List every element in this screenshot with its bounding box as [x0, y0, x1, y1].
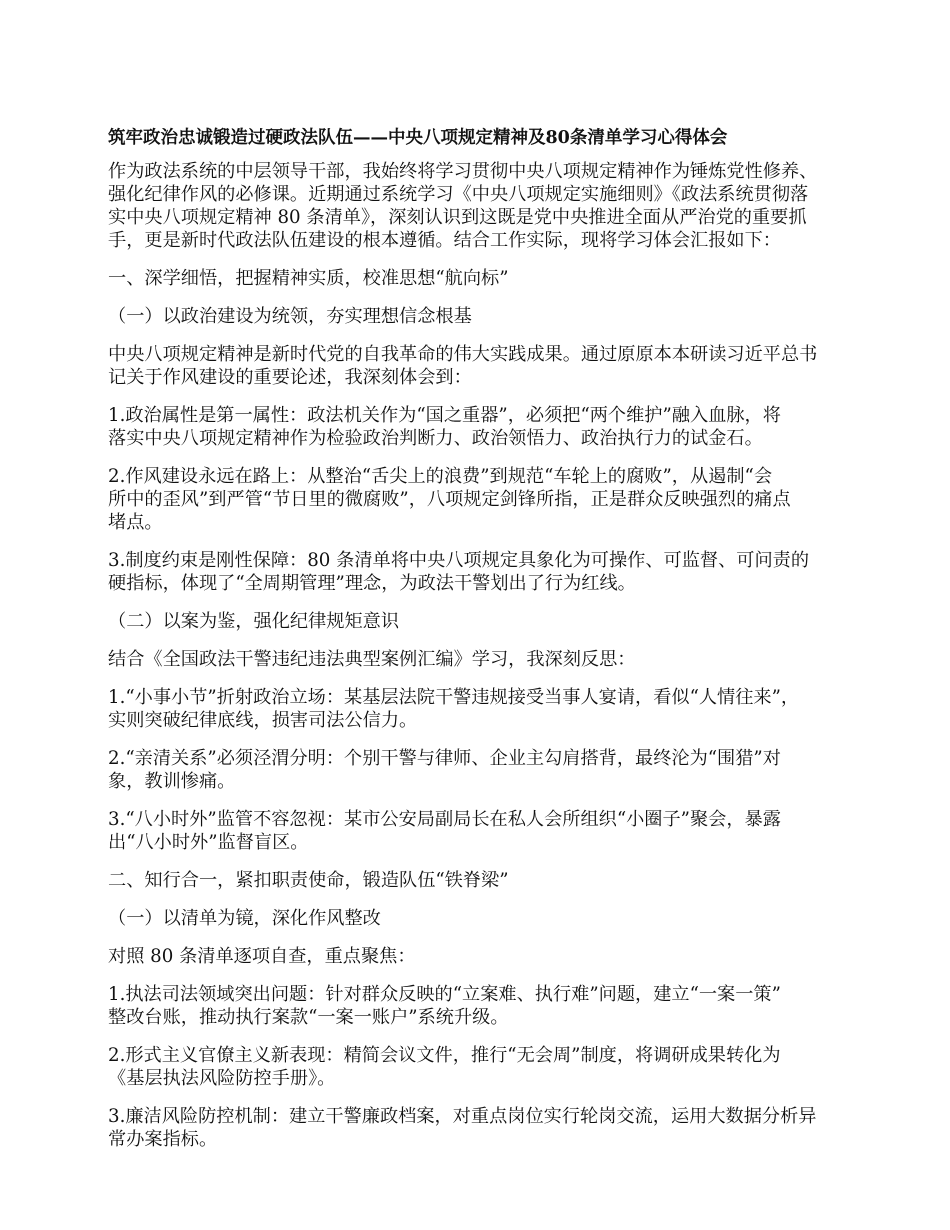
- paragraph: [108, 267, 868, 290]
- text-line: 3.廉洁风险防控机制：建立干警廉政档案，对重点岗位实行轮岗交流，运用大数据分析异: [108, 1106, 817, 1127]
- text-line: 常办案指标。: [108, 1129, 218, 1150]
- text-line: 实中央八项规定精神 80 条清单》，深刻认识到这既是党中央推进全面从严治党的重要抓: [108, 207, 807, 228]
- text-line: （一）以政治建设为统领，夯实理想信念根基: [108, 306, 472, 327]
- paragraph: [108, 404, 868, 450]
- paragraph: [108, 305, 868, 328]
- paragraph: [108, 1044, 868, 1090]
- paragraph: [108, 465, 868, 534]
- paragraph: [108, 160, 868, 252]
- paragraph: [108, 747, 868, 793]
- document-body: [108, 160, 868, 1151]
- text-line: 硬指标，体现了“全周期管理”理念，为政法干警划出了行为红线。: [108, 573, 636, 594]
- document-page: [108, 126, 868, 1166]
- text-line: 对照 80 条清单逐项自查，重点聚焦：: [108, 946, 416, 967]
- paragraph: [108, 869, 868, 892]
- text-line: 2.形式主义官僚主义新表现：精简会议文件，推行“无会周”制度，将调研成果转化为: [108, 1045, 781, 1066]
- text-line: 结合《全国政法干警违纪违法典型案例汇编》学习，我深刻反思：: [108, 649, 636, 670]
- text-line: 1.执法司法领域突出问题：针对群众反映的“立案难、执行难”问题，建立“一案一策”: [108, 984, 781, 1005]
- paragraph: [108, 343, 868, 389]
- text-line: 堵点。: [108, 512, 163, 533]
- text-line: 象，教训惨痛。: [108, 771, 236, 792]
- text-line: 整改台账，推动执行案款“一案一账户”系统升级。: [108, 1007, 509, 1028]
- text-line: 一、深学细悟，把握精神实质，校准思想“航向标”: [108, 268, 509, 289]
- text-line: 2.“亲清关系”必须泾渭分明：个别干警与律师、企业主勾肩搭背，最终沦为“围猎”对: [108, 748, 781, 769]
- paragraph: [108, 549, 868, 595]
- text-line: 记关于作风建设的重要论述，我深刻体会到：: [108, 367, 472, 388]
- text-line: （一）以清单为镜，深化作风整改: [108, 908, 381, 929]
- paragraph: [108, 610, 868, 633]
- text-line: 《基层执法风险防控手册》。: [108, 1068, 336, 1089]
- text-line: 出“八小时外”监督盲区。: [108, 832, 309, 853]
- text-line: 手，更是新时代政法队伍建设的根本遵循。结合工作实际，现将学习体会汇报如下：: [108, 230, 781, 251]
- text-line: 作为政法系统的中层领导干部，我始终将学习贯彻中央八项规定精神作为锤炼党性修养、: [108, 161, 818, 182]
- text-line: 3.“八小时外”监管不容忽视：某市公安局副局长在私人会所组织“小圈子”聚会，暴露: [108, 809, 781, 830]
- text-line: 落实中央八项规定精神作为检验政治判断力、政治领悟力、政治执行力的试金石。: [108, 428, 763, 449]
- text-line: 实则突破纪律底线，损害司法公信力。: [108, 710, 418, 731]
- text-line: 2.作风建设永远在路上：从整治“舌尖上的浪费”到规范“车轮上的腐败”，从遏制“会: [108, 466, 773, 487]
- text-line: 3.制度约束是刚性保障：80 条清单将中央八项规定具象化为可操作、可监督、可问责的: [108, 550, 810, 571]
- paragraph: [108, 983, 868, 1029]
- paragraph: [108, 945, 868, 968]
- paragraph: [108, 808, 868, 854]
- paragraph: [108, 686, 868, 732]
- document-title: 筑牢政治忠诚锻造过硬政法队伍——中央八项规定精神及80条清单学习心得体会: [108, 128, 728, 148]
- paragraph: [108, 648, 868, 671]
- text-line: 强化纪律作风的必修课。近期通过系统学习《中央八项规定实施细则》《政法系统贯彻落: [108, 184, 809, 205]
- text-line: 1.“小事小节”折射政治立场：某基层法院干警违规接受当事人宴请，看似“人情往来”，: [108, 687, 800, 708]
- paragraph: [108, 907, 868, 930]
- text-line: 二、知行合一，紧扣职责使命，锻造队伍“铁脊梁”: [108, 870, 509, 891]
- text-line: 所中的歪风”到严管“节日里的微腐败”，八项规定剑锋所指，正是群众反映强烈的痛点: [108, 489, 791, 510]
- text-line: 中央八项规定精神是新时代党的自我革命的伟大实践成果。通过原原本本研读习近平总书: [108, 344, 818, 365]
- text-line: 1.政治属性是第一属性：政法机关作为“国之重器”，必须把“两个维护”融入血脉，将: [108, 405, 781, 426]
- text-line: （二）以案为鉴，强化纪律规矩意识: [108, 611, 400, 632]
- paragraph: [108, 1105, 868, 1151]
